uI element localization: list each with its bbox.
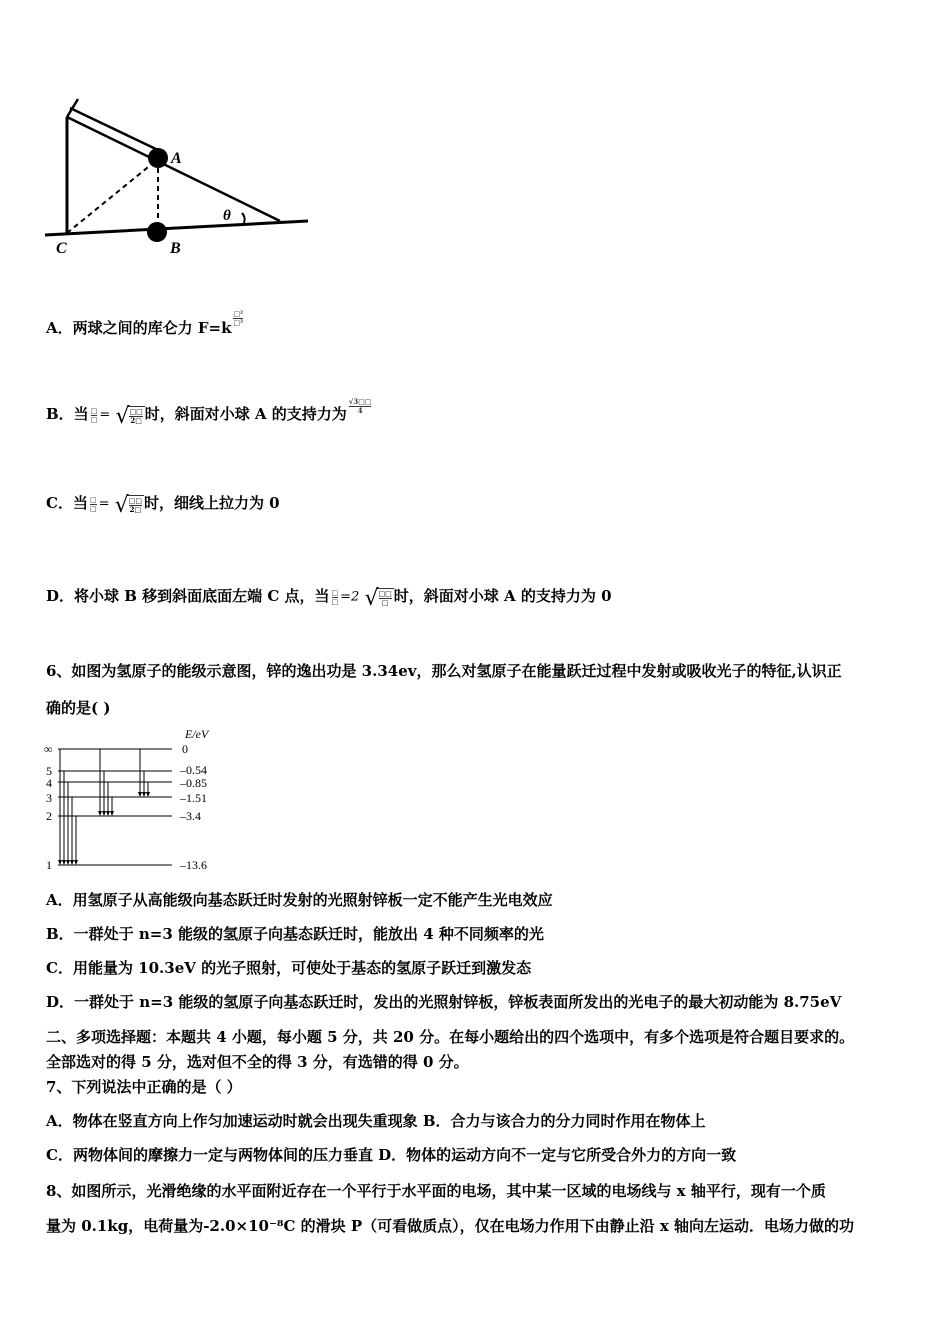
sqrt-num: □□ xyxy=(378,588,392,598)
level-e-inf: 0 xyxy=(182,742,188,756)
energy-level-diagram xyxy=(40,725,230,875)
q8-line2: 量为 0.1kg，电荷量为-2.0×10⁻⁸C 的滑块 P（可看做质点），仅在电场力作用下由静止沿 x 轴向左运动．电场力做的功 xyxy=(46,1217,855,1235)
level-n-1: 1 xyxy=(46,858,52,872)
arrowheads-to-2 xyxy=(98,811,114,816)
energy-axis-label: E/eV xyxy=(185,727,209,741)
incline-figure xyxy=(40,95,315,265)
frac-den: □ xyxy=(90,414,98,424)
q6-option-a: A．用氢原子从高能级向基态跃迁时发射的光照射锌板一定不能产生光电效应 xyxy=(46,891,553,909)
q5-option-a xyxy=(46,310,245,338)
frac-num: √3□□ xyxy=(348,397,372,406)
q5-option-c-pre: C．当 xyxy=(46,494,88,512)
ground-line xyxy=(45,221,308,235)
level-e-4: –0.85 xyxy=(180,776,207,790)
q5-option-d-post: 时，斜面对小球 A 的支持力为 0 xyxy=(393,587,612,605)
sqrt-den: 2□ xyxy=(130,415,142,425)
sqrt-num: □□ xyxy=(128,495,142,505)
q5-option-a-text: A．两球之间的库仑力 F=k xyxy=(46,319,232,337)
sqrt-num: □□ xyxy=(129,406,143,416)
ball-B xyxy=(147,222,167,242)
q5-option-d-pre: D．将小球 B 移到斜面底面左端 C 点，当 xyxy=(46,587,330,605)
q5-option-d xyxy=(46,585,612,611)
q5-option-c-frac xyxy=(90,496,97,513)
frac-den: □ xyxy=(331,596,339,606)
q6-option-b: B．一群处于 n=3 能级的氢原子向基态跃迁时，能放出 4 种不同频率的光 xyxy=(46,925,544,943)
q5-option-b-value xyxy=(349,398,372,415)
theta-arc xyxy=(242,213,245,223)
q5-option-d-frac xyxy=(332,589,339,606)
arrowheads-to-1 xyxy=(58,860,78,865)
equals-sign: = xyxy=(99,407,111,423)
level-e-1: –13.6 xyxy=(180,858,207,872)
q6-option-d: D．一群处于 n=3 能级的氢原子向基态跃迁时，发出的光照射锌板，锌板表面所发出的光电子的最大初动能为 8.75eV xyxy=(46,993,842,1011)
frac-num: □ xyxy=(90,405,98,415)
label-A: A xyxy=(171,150,182,167)
ball-A xyxy=(148,148,168,168)
frac-num: □² xyxy=(233,309,244,318)
frac-num: □ xyxy=(89,494,97,504)
equals-sign: = xyxy=(340,589,352,605)
section2-line1: 二、多项选择题：本题共 4 小题，每小题 5 分，共 20 分。在每小题给出的四个选项中，有多个选项是符合题目要求的。 xyxy=(46,1028,855,1046)
coef-2: 2 xyxy=(351,589,360,605)
q8-line1: 8、如图所示，光滑绝缘的水平面附近存在一个平行于水平面的电场，其中某一区域的电场线与 x 轴平行，现有一个质 xyxy=(46,1182,826,1200)
q5-option-b-frac xyxy=(91,407,98,424)
q5-option-a-frac xyxy=(233,310,243,327)
q7-options-cd: C．两物体间的摩擦力一定与两物体间的压力垂直 D．物体的运动方向不一定与它所受合外力的方向一致 xyxy=(46,1146,737,1164)
q5-option-b-post: 时，斜面对小球 A 的支持力为 xyxy=(144,405,347,423)
sqrt-den: □ xyxy=(379,598,392,607)
q5-option-b-sqrt: √ □□ 2□ xyxy=(115,403,143,429)
equals-sign: = xyxy=(98,496,110,512)
level-e-3: –1.51 xyxy=(180,791,207,805)
thread-line xyxy=(70,108,158,150)
q6-stem-line2: 确的是( ) xyxy=(46,699,111,717)
frac-num: □ xyxy=(331,587,339,597)
label-B: B xyxy=(170,240,181,257)
q6-option-c: C．用能量为 10.3eV 的光子照射，可使处于基态的氢原子跃迁到激发态 xyxy=(46,959,532,977)
level-n-5: 5 xyxy=(46,764,52,778)
frac-den: □² xyxy=(233,318,244,327)
sqrt-den: 2□ xyxy=(129,504,142,514)
frac-den: □ xyxy=(89,503,97,513)
level-e-5: –0.54 xyxy=(180,763,207,777)
label-C: C xyxy=(56,240,67,257)
label-theta: θ xyxy=(223,208,231,224)
level-n-3: 3 xyxy=(46,791,52,805)
q5-option-c-post: 时，细线上拉力为 0 xyxy=(143,494,280,512)
q7-options-ab: A．物体在竖直方向上作匀加速运动时就会出现失重现象 B．合力与该合力的分力同时作用在物体上 xyxy=(46,1112,706,1130)
level-n-2: 2 xyxy=(46,809,52,823)
dashed-CA xyxy=(67,159,158,233)
frac-den: 4 xyxy=(349,406,372,415)
incline-line xyxy=(67,117,280,221)
q5-option-c xyxy=(46,492,280,518)
transitions-to-3 xyxy=(140,749,148,795)
q5-option-b-pre: B．当 xyxy=(46,405,89,423)
level-e-2: –3.4 xyxy=(180,809,201,823)
arrowheads-to-3 xyxy=(138,792,150,797)
q5-option-b xyxy=(46,397,373,429)
q5-option-c-sqrt: √ □□ 2□ xyxy=(114,492,142,518)
q5-option-d-sqrt: √ □□ □ xyxy=(364,585,392,611)
level-n-inf: ∞ xyxy=(44,742,53,756)
section2-line2: 全部选对的得 5 分，选对但不全的得 3 分，有选错的得 0 分。 xyxy=(46,1053,469,1071)
transitions-to-1 xyxy=(60,749,76,863)
q6-stem-line1: 6、如图为氢原子的能级示意图，锌的逸出功是 3.34ev，那么对氢原子在能量跃迁过程中发射或吸收光子的特征,认识正 xyxy=(46,662,842,680)
level-n-4: 4 xyxy=(46,776,52,790)
q7-stem: 7、下列说法中正确的是（ ） xyxy=(46,1078,242,1096)
